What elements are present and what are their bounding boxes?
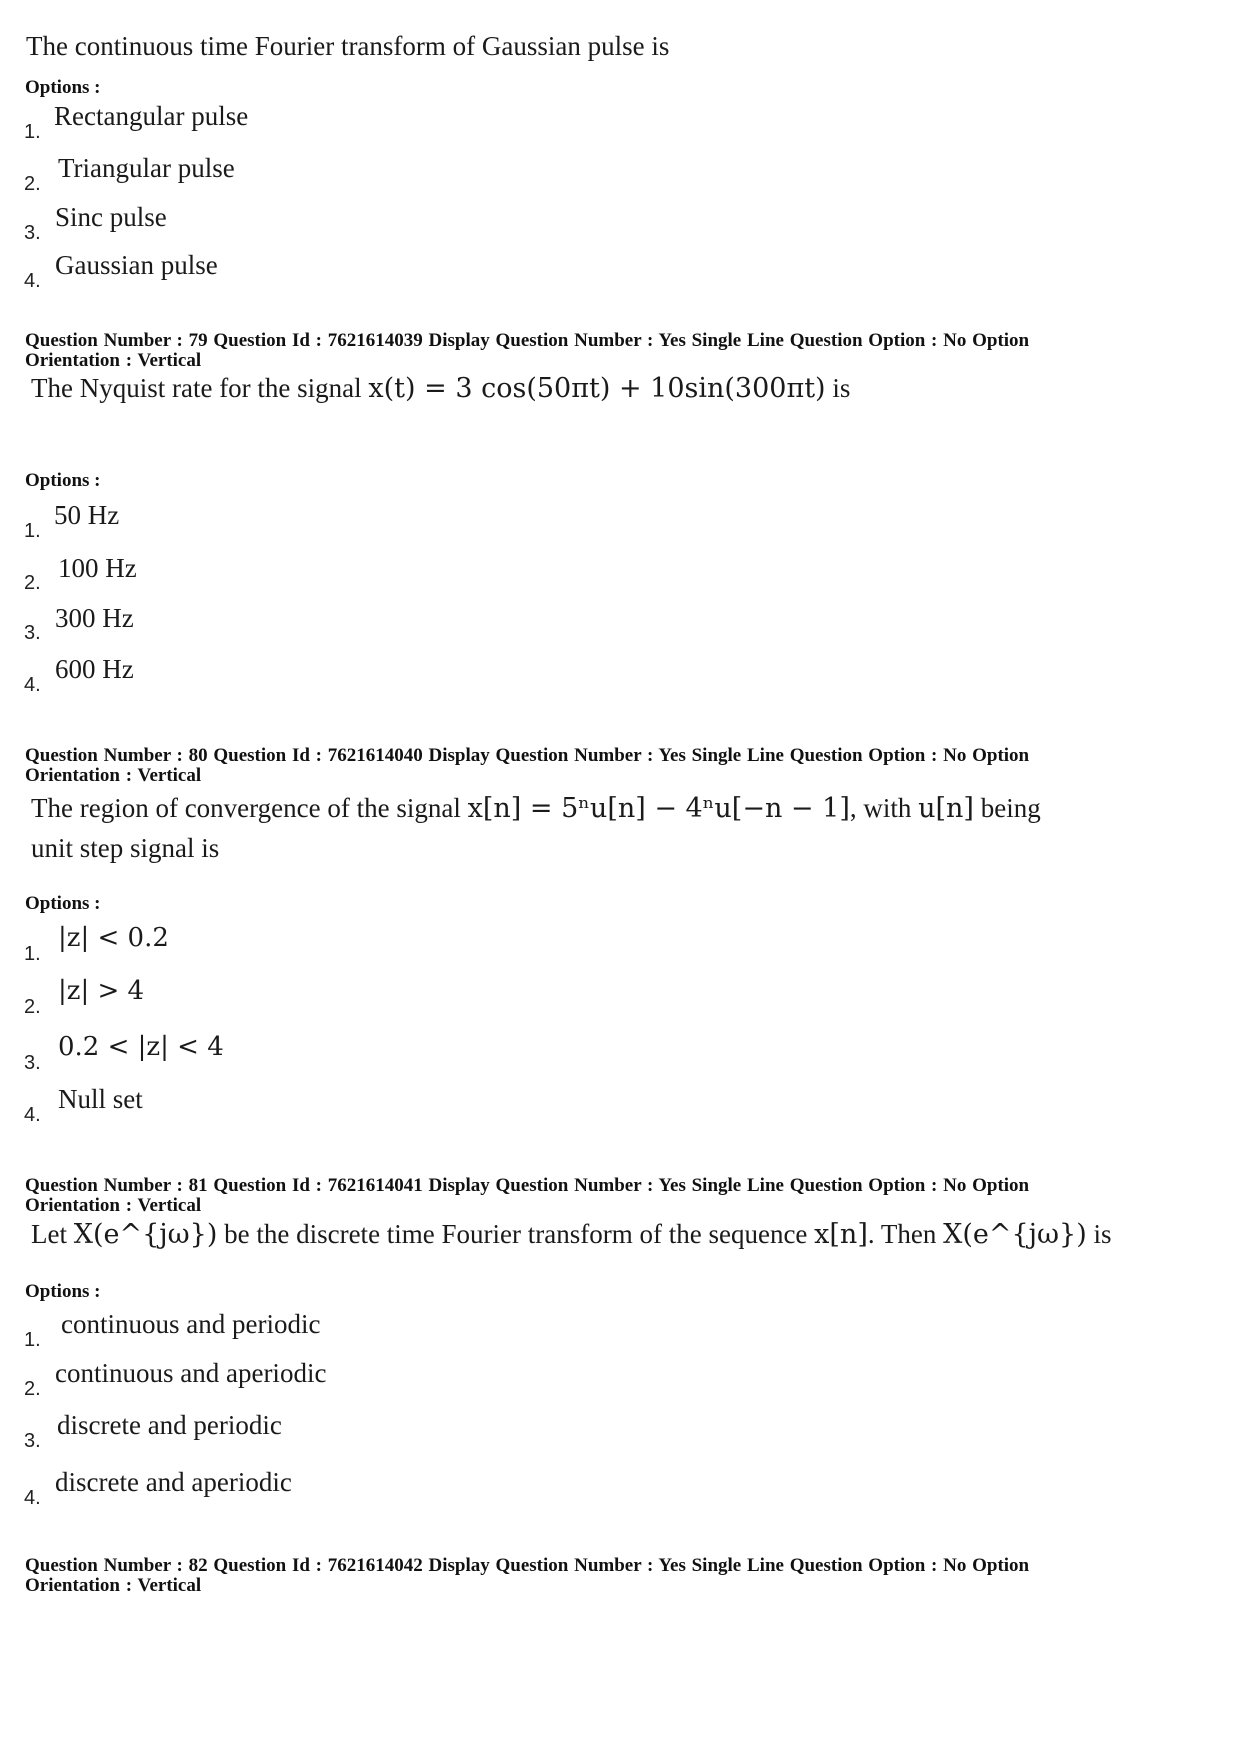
q80-option-2-number: 2. (24, 996, 41, 1018)
q79-option-2-number: 2. (24, 572, 41, 594)
q80-option-2-text[interactable]: |z| > 4 (58, 976, 145, 1006)
q80-option-1-number: 1. (24, 943, 41, 965)
q79-option-4-text[interactable]: 600 Hz (55, 654, 134, 684)
question-81-meta-line-2: Orientation : Vertical (25, 1195, 202, 1216)
q78-option-3-text[interactable]: Sinc pulse (55, 202, 167, 232)
question-81-metadata (25, 1176, 1185, 1216)
question-82-meta-line-2: Orientation : Vertical (25, 1575, 202, 1596)
question-81-meta-line-1: Question Number : 81 Question Id : 7621614041 Display Question Number : Yes Single Line Question Option : No Option (25, 1175, 1030, 1196)
question-82-meta-line-1: Question Number : 82 Question Id : 7621614042 Display Question Number : Yes Single Line Question Option : No Option (25, 1555, 1030, 1576)
q81-option-2-number: 2. (24, 1378, 41, 1400)
question-81-formula-2: X(e^{jω}) (943, 1219, 1087, 1250)
q79-option-1-text[interactable]: 50 Hz (54, 500, 120, 530)
question-80-meta-line-2: Orientation : Vertical (25, 765, 202, 786)
q78-option-3-number: 3. (24, 222, 41, 244)
question-80-text: The region of convergence of the signal x[n] = 5ⁿu[n] − 4ⁿu[−n − 1], with u[n] being (31, 793, 1041, 824)
question-81-formula-1: X(e^{jω}) (73, 1219, 218, 1250)
q78-option-4-text[interactable]: Gaussian pulse (55, 250, 218, 280)
q78-option-2-text[interactable]: Triangular pulse (58, 153, 235, 183)
q81-option-1-text[interactable]: continuous and periodic (61, 1309, 321, 1339)
q80-option-1-text[interactable]: |z| < 0.2 (58, 923, 169, 953)
q81-option-1-number: 1. (24, 1329, 41, 1351)
q79-option-4-number: 4. (24, 674, 41, 696)
question-82-metadata (25, 1556, 1185, 1596)
q81-option-3-text[interactable]: discrete and periodic (57, 1410, 282, 1440)
question-79-text: The Nyquist rate for the signal x(t) = 3 cos(50πt) + 10sin(300πt) is (31, 373, 851, 404)
q81-option-4-number: 4. (24, 1487, 41, 1509)
question-80-meta-line-1: Question Number : 80 Question Id : 7621614040 Display Question Number : Yes Single Line Question Option : No Option (25, 745, 1030, 766)
question-81-text: Let X(e^{jω}) be the discrete time Fourier transform of the sequence x[n]. Then X(e^{jω}) is (31, 1219, 1112, 1250)
question-79-formula: x(t) = 3 cos(50πt) + 10sin(300πt) (368, 373, 826, 404)
q81-option-4-text[interactable]: discrete and aperiodic (55, 1467, 292, 1497)
question-80-options-heading: Options : (25, 893, 101, 914)
question-80-text-line-2: unit step signal is (31, 833, 220, 863)
q78-option-1-text[interactable]: Rectangular pulse (54, 101, 249, 131)
question-79-meta-line-1: Question Number : 79 Question Id : 7621614039 Display Question Number : Yes Single Line Question Option : No Option (25, 330, 1030, 351)
q79-option-3-text[interactable]: 300 Hz (55, 603, 134, 633)
question-79-meta-line-2: Orientation : Vertical (25, 350, 202, 371)
q80-option-4-text[interactable]: Null set (58, 1084, 143, 1114)
q80-option-4-number: 4. (24, 1104, 41, 1126)
question-80-metadata (25, 746, 1185, 786)
q79-option-2-text[interactable]: 100 Hz (58, 553, 137, 583)
q78-option-2-number: 2. (24, 173, 41, 195)
q79-option-3-number: 3. (24, 622, 41, 644)
q79-option-1-number: 1. (24, 520, 41, 542)
question-79-metadata (25, 331, 1185, 371)
question-81-options-heading: Options : (25, 1281, 101, 1302)
question-78-options-heading: Options : (25, 77, 101, 98)
q78-option-4-number: 4. (24, 270, 41, 292)
question-80-formula: x[n] = 5ⁿu[n] − 4ⁿu[−n − 1] (467, 793, 850, 824)
q81-option-3-number: 3. (24, 1430, 41, 1452)
q80-option-3-text[interactable]: 0.2 < |z| < 4 (58, 1032, 224, 1062)
question-79-options-heading: Options : (25, 470, 101, 491)
question-78-text: The continuous time Fourier transform of Gaussian pulse is (26, 31, 670, 61)
q80-option-3-number: 3. (24, 1052, 41, 1074)
q78-option-1-number: 1. (24, 121, 41, 143)
q81-option-2-text[interactable]: continuous and aperiodic (55, 1358, 327, 1388)
